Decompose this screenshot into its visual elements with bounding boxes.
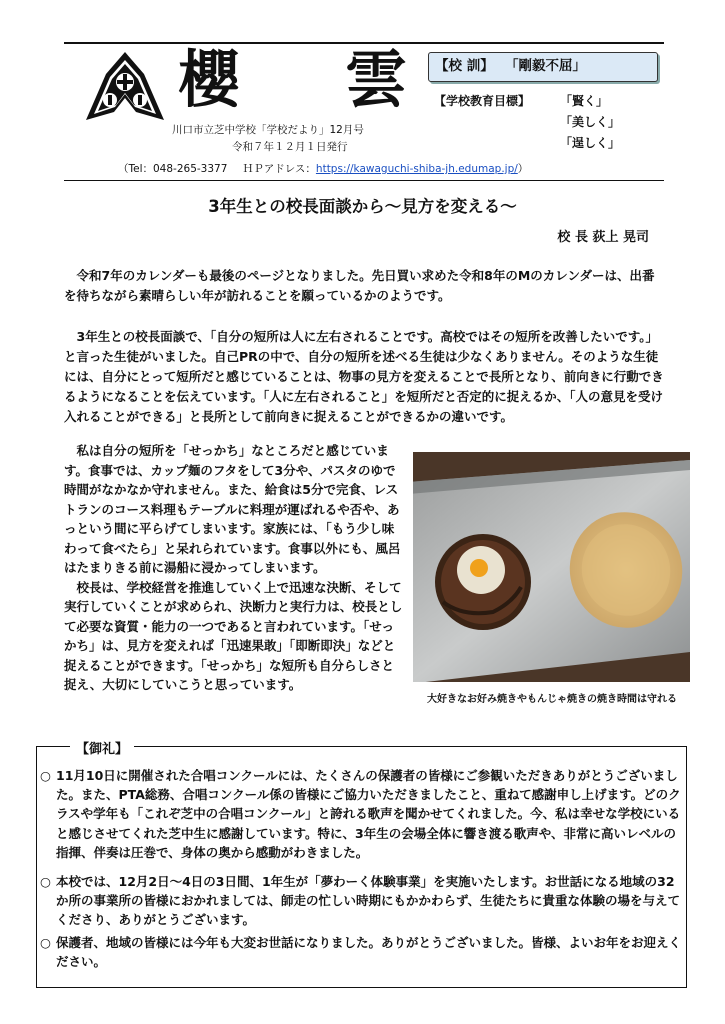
thanks-item-text: 11月10日に開催された合唱コンクールには、たくさんの保護者の皆様にご参観いただきありがとうございました。また、PTA総務、合唱コンクール係の皆様にご協力いただきましたこと、重ねて感謝申し上げます。どのクラスや学年も「これぞ芝中の合唱コンクール」と誇れる歌声を聞かせてくれました。今、私は幸せな学校にいると感じさせてくれた芝中生に感謝しています。特に、3年生の会場全体に響き渡る歌声や、非常に高いレベルの指揮、伴奏は圧巻で、身体の奥から感動がわきました。 <box>56 768 681 860</box>
thanks-item-marker: ○ <box>40 935 51 950</box>
okonomiyaki-photo <box>413 452 690 682</box>
homepage-label: ＨＰアドレス： <box>242 163 316 175</box>
school-emblem-icon <box>84 50 166 122</box>
thanks-item <box>40 766 684 862</box>
article-left-column <box>64 441 404 695</box>
thanks-title: 【御礼】 <box>70 738 134 757</box>
motto-value: 「剛毅不屈」 <box>511 58 586 74</box>
phone-number: （Tel：048-265-3377 <box>118 163 228 175</box>
thanks-item-text: 本校では、12月2日～4日の3日間、1年生が「夢わーく体験事業」を実施いたします。お世話になる地域の32か所の事業所の皆様におかれましては、師走の忙しい時期にもかかわらず、生徒たちに貴重な体験の場を与えてくださり、ありがとうございます。 <box>56 874 681 928</box>
education-goal-2: 「美しく」 <box>560 115 621 129</box>
education-goal-label: 【学校教育目標】 <box>434 94 531 108</box>
school-motto-box <box>428 52 658 82</box>
newsletter-subtitle: 川口市立芝中学校「学校だより」12月号 <box>172 124 364 136</box>
article-author: 校 長 荻上 晃司 <box>557 230 649 245</box>
article-headline: 3年生との校長面談から～見方を変える～ <box>208 197 517 216</box>
education-goal-3: 「逞しく」 <box>560 136 621 150</box>
thanks-item-marker: ○ <box>40 768 51 783</box>
motto-label: 【校 訓】 <box>435 58 494 74</box>
article-paragraph-1: 令和7年のカレンダーも最後のページとなりました。先日買い求めた令和8年のMのカレンダーは、出番を待ちながら素晴らしい年が訪れることを願っているかのようです。 <box>64 268 655 303</box>
issue-date: 令和７年１２月１日発行 <box>232 141 348 153</box>
newsletter-masthead <box>170 44 425 116</box>
masthead-char-1: 櫻 <box>178 43 241 116</box>
article-paragraph-4: 校長は、学校経営を推進していく上で迅速な決断、そして実行していくことが求められ、決断力と実行力は、校長として必要な資質・能力の一つであると言われています。「せっかち」は、見方を変えれば「迅速果敢」「即断即決」などと捉えることができます。「せっかち」な短所も自分らしさと捉え、大切にしていこうと思っています。 <box>64 579 403 692</box>
article-paragraph-2: 3年生との校長面談で、「自分の短所は人に左右されることです。高校ではその短所を改善したいです。」と言った生徒がいました。自己PRの中で、自分の短所を述べる生徒は少なくありません。そのような生徒には、自分にとって短所だと感じていることは、物事の見方を変えることで長所となり、前向きに行動できるようになることを伝えています。「人に左右されること」を短所だと否定的に捉えるか、「人の意見を受け入れることができる」と長所として前向きに捉えることができるかの違いです。 <box>64 329 664 424</box>
thanks-item <box>40 933 684 971</box>
photo-caption: 大好きなお好み焼きやもんじゃ焼きの焼き時間は守れる <box>427 694 677 705</box>
masthead-char-2: 雲 <box>345 43 408 116</box>
contact-line <box>118 161 528 176</box>
education-goal-1: 「賢く」 <box>560 94 609 108</box>
article-paragraph-3: 私は自分の短所を「せっかち」なところだと感じています。食事では、カップ麺のフタをして3分や、パスタのゆで時間がなかなか守れません。また、給食は5分で完食、レストランのコース料理もテーブルに料理が運ばれるや否や、あっという間に平らげてしまいます。家族には、「もう少し味わって食べたら」と呆れられています。食事以外にも、風呂はたまりきる前に湯船に浸かってしまいます。 <box>64 443 401 575</box>
contact-close: ） <box>517 163 529 175</box>
thanks-item <box>40 872 684 930</box>
thanks-item-text: 保護者、地域の皆様には今年も大変お世話になりました。ありがとうございました。皆様、よいお年をお迎えください。 <box>56 935 682 970</box>
thanks-item-marker: ○ <box>40 874 51 889</box>
homepage-link[interactable]: https://kawaguchi-shiba-jh.edumap.jp/ <box>315 163 518 175</box>
header-bottom-rule <box>64 180 664 181</box>
